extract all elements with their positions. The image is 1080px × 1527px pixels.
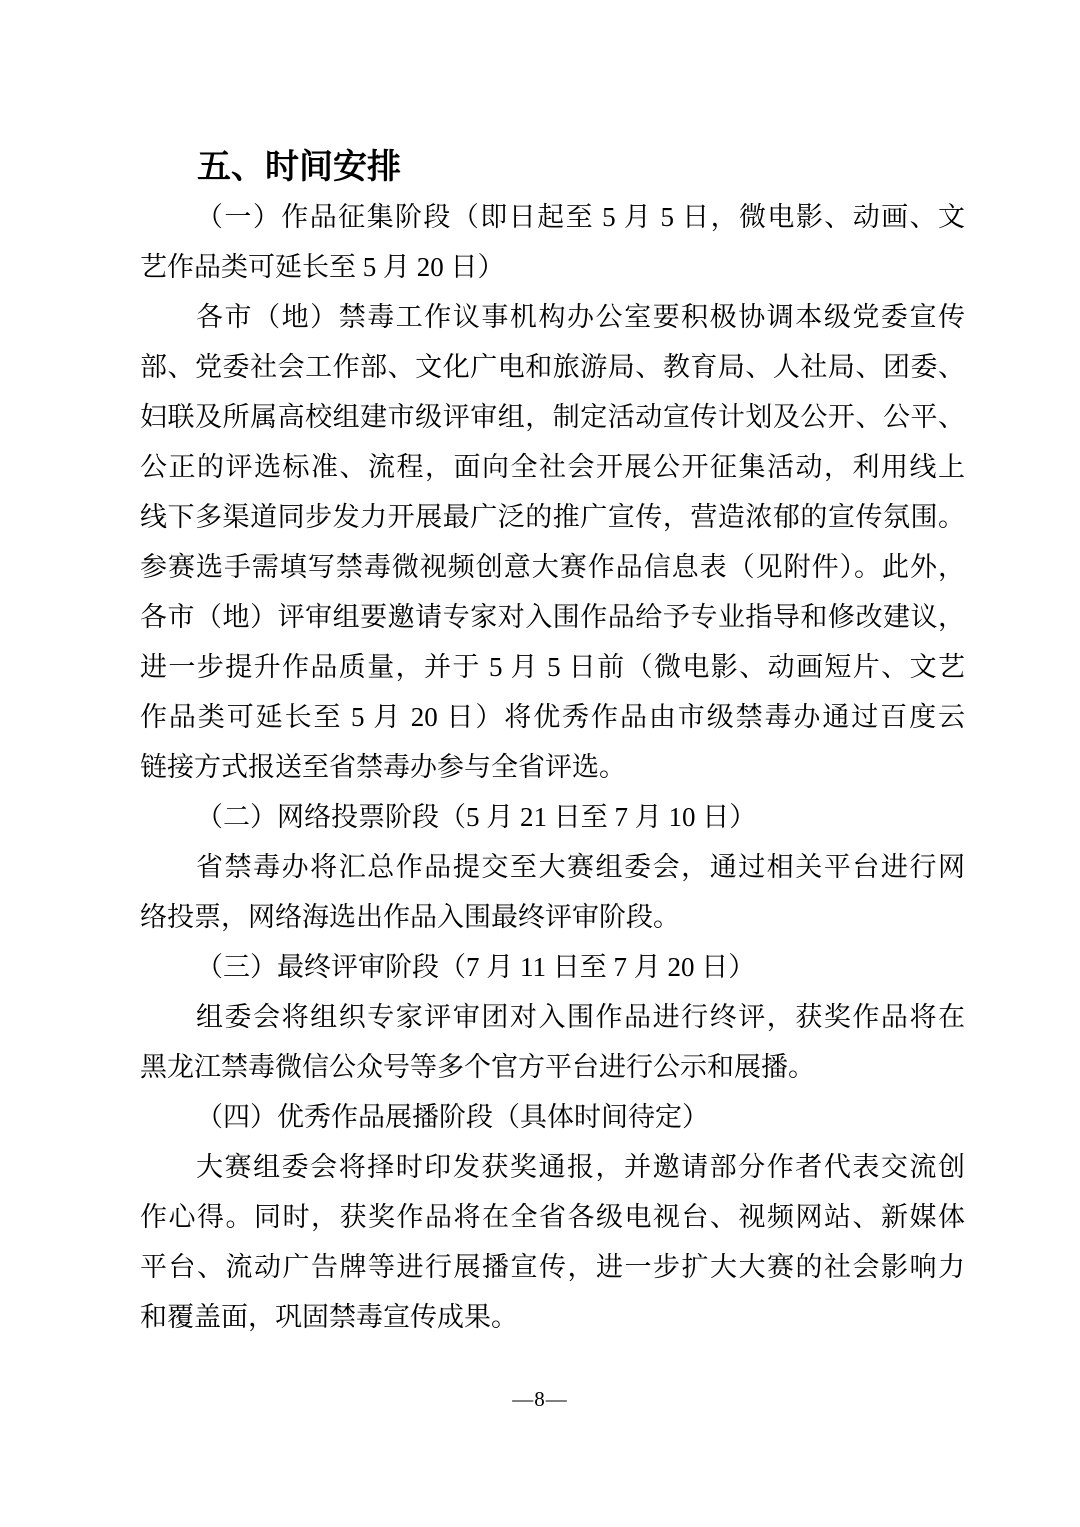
stage-title-line: （四）优秀作品展播阶段（具体时间待定） — [196, 1102, 709, 1132]
stage-title-line: （一）作品征集阶段（即日起至 5 月 5 日，微电影、动画、文 — [196, 202, 965, 232]
body-text-line: 链接方式报送至省禁毒办参与全省评选。 — [140, 752, 626, 782]
stage-title-line: 艺作品类可延长至 5 月 20 日） — [140, 252, 505, 282]
body-text-line: 平台、流动广告牌等进行展播宣传，进一步扩大大赛的社会影响力 — [140, 1252, 965, 1282]
body-text-line: 作品类可延长至 5 月 20 日）将优秀作品由市级禁毒办通过百度云 — [140, 702, 965, 732]
body-text-line: 络投票，网络海选出作品入围最终评审阶段。 — [140, 902, 680, 932]
stage-title-line: （三）最终评审阶段（7 月 11 日至 7 月 20 日） — [196, 952, 756, 982]
body-text-line: 大赛组委会将择时印发获奖通报，并邀请部分作者代表交流创 — [196, 1152, 965, 1182]
body-text-line: 省禁毒办将汇总作品提交至大赛组委会，通过相关平台进行网 — [196, 852, 965, 882]
body-text-line: 进一步提升作品质量，并于 5 月 5 日前（微电影、动画短片、文艺 — [140, 652, 965, 682]
body-text-line: 线下多渠道同步发力开展最广泛的推广宣传，营造浓郁的宣传氛围。 — [140, 502, 965, 532]
body-text-line: 妇联及所属高校组建市级评审组，制定活动宣传计划及公开、公平、 — [140, 402, 965, 432]
body-text-line: 和覆盖面，巩固禁毒宣传成果。 — [140, 1302, 518, 1332]
body-text-line: 作心得。同时，获奖作品将在全省各级电视台、视频网站、新媒体 — [140, 1202, 965, 1232]
body-text-line: 公正的评选标准、流程，面向全社会开展公开征集活动，利用线上 — [140, 452, 965, 482]
page-number: —8— — [512, 1387, 568, 1411]
body-text-line: 参赛选手需填写禁毒微视频创意大赛作品信息表（见附件）。此外， — [140, 552, 965, 582]
body-text-line: 各市（地）禁毒工作议事机构办公室要积极协调本级党委宣传 — [196, 302, 965, 332]
document-body — [140, 142, 965, 1342]
body-text-line: 部、党委社会工作部、文化广电和旅游局、教育局、人社局、团委、 — [140, 352, 965, 382]
body-text-line: 各市（地）评审组要邀请专家对入围作品给予专业指导和修改建议， — [140, 602, 965, 632]
section-heading: 五、时间安排 — [197, 148, 401, 186]
body-text-line: 黑龙江禁毒微信公众号等多个官方平台进行公示和展播。 — [140, 1052, 815, 1082]
body-text-line: 组委会将组织专家评审团对入围作品进行终评，获奖作品将在 — [196, 1002, 965, 1032]
stage-title-line: （二）网络投票阶段（5 月 21 日至 7 月 10 日） — [196, 802, 757, 832]
